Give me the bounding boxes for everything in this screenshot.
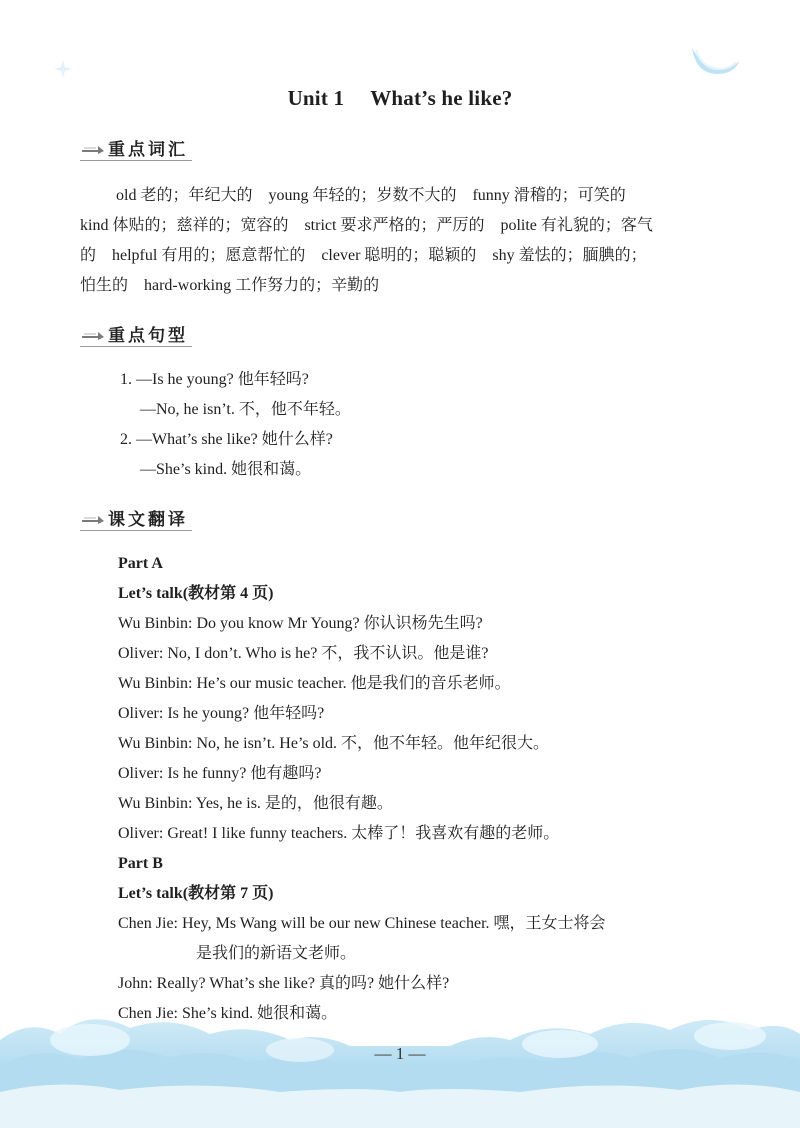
section-label: 重点词汇 (108, 139, 188, 160)
section-header-sentences (80, 318, 188, 348)
arrow-icon (80, 509, 106, 525)
section-header-translation (80, 502, 188, 532)
section-underline (80, 160, 192, 161)
dialogue-line: Oliver: Is he young? 他年轻吗? (118, 705, 325, 722)
unit-title: What’s he like? (370, 86, 513, 110)
page-title (0, 86, 800, 111)
sentence-line: —No, he isn’t. 不，他不年轻。 (140, 401, 351, 418)
vocab-line: 的 helpful 有用的；愿意帮忙的 clever 聪明的；聪颖的 shy 羞怯的；腼腆的； (80, 247, 647, 264)
dialogue-line: Wu Binbin: Do you know Mr Young? 你认识杨先生吗? (118, 615, 483, 632)
vocab-line: kind 体贴的；慈祥的；宽容的 strict 要求严格的；严厉的 polite 有礼貌的；客气 (80, 217, 653, 234)
section-underline (80, 530, 192, 531)
dialogue-line-continued: 是我们的新语文老师。 (196, 945, 357, 962)
dialogue-line: Wu Binbin: He’s our music teacher. 他是我们的音乐老师。 (118, 675, 511, 692)
dialogue-line: Chen Jie: She’s kind. 她很和蔼。 (118, 1005, 338, 1022)
section-label: 课文翻译 (108, 509, 188, 530)
vocab-line: old 老的；年纪大的 young 年轻的；岁数不大的 funny 滑稽的；可笑的 (116, 187, 626, 204)
unit-label: Unit 1 (287, 86, 345, 110)
dialogue-line: Wu Binbin: No, he isn’t. He’s old. 不，他不年轻。他年纪很大。 (118, 735, 550, 752)
vocab-line: 怕生的 hard-working 工作努力的；辛勤的 (80, 277, 380, 294)
sentence-line: 2. —What’s she like? 她什么样? (120, 431, 333, 448)
arrow-icon (80, 325, 106, 341)
part-a-subheading: Let’s talk(教材第 4 页) (118, 585, 274, 602)
page-number: — 1 — (374, 1044, 426, 1063)
dialogue-line: Oliver: Is he funny? 他有趣吗? (118, 765, 322, 782)
sparkle-icon (52, 58, 74, 80)
section-header-vocab (80, 132, 188, 162)
cloud-footer-decoration (0, 1000, 800, 1128)
section-label: 重点句型 (108, 325, 188, 346)
section-underline (80, 346, 192, 347)
dialogue-line: Chen Jie: Hey, Ms Wang will be our new Chinese teacher. 嘿，王女士将会 (118, 915, 606, 932)
dialogue-line: Oliver: No, I don’t. Who is he? 不，我不认识。他是谁? (118, 645, 489, 662)
arrow-icon (80, 139, 106, 155)
part-a-heading: Part A (118, 555, 163, 572)
sentence-line: 1. —Is he young? 他年轻吗? (120, 371, 309, 388)
dialogue-line: Wu Binbin: Yes, he is. 是的，他很有趣。 (118, 795, 393, 812)
dialogue-line: Oliver: Great! I like funny teachers. 太棒了！我喜欢有趣的老师。 (118, 825, 560, 842)
part-b-heading: Part B (118, 855, 163, 872)
sentence-line: —She’s kind. 她很和蔼。 (140, 461, 312, 478)
crescent-moon-icon (686, 40, 742, 80)
part-b-subheading: Let’s talk(教材第 7 页) (118, 885, 274, 902)
dialogue-line: John: Really? What’s she like? 真的吗? 她什么样? (118, 975, 450, 992)
